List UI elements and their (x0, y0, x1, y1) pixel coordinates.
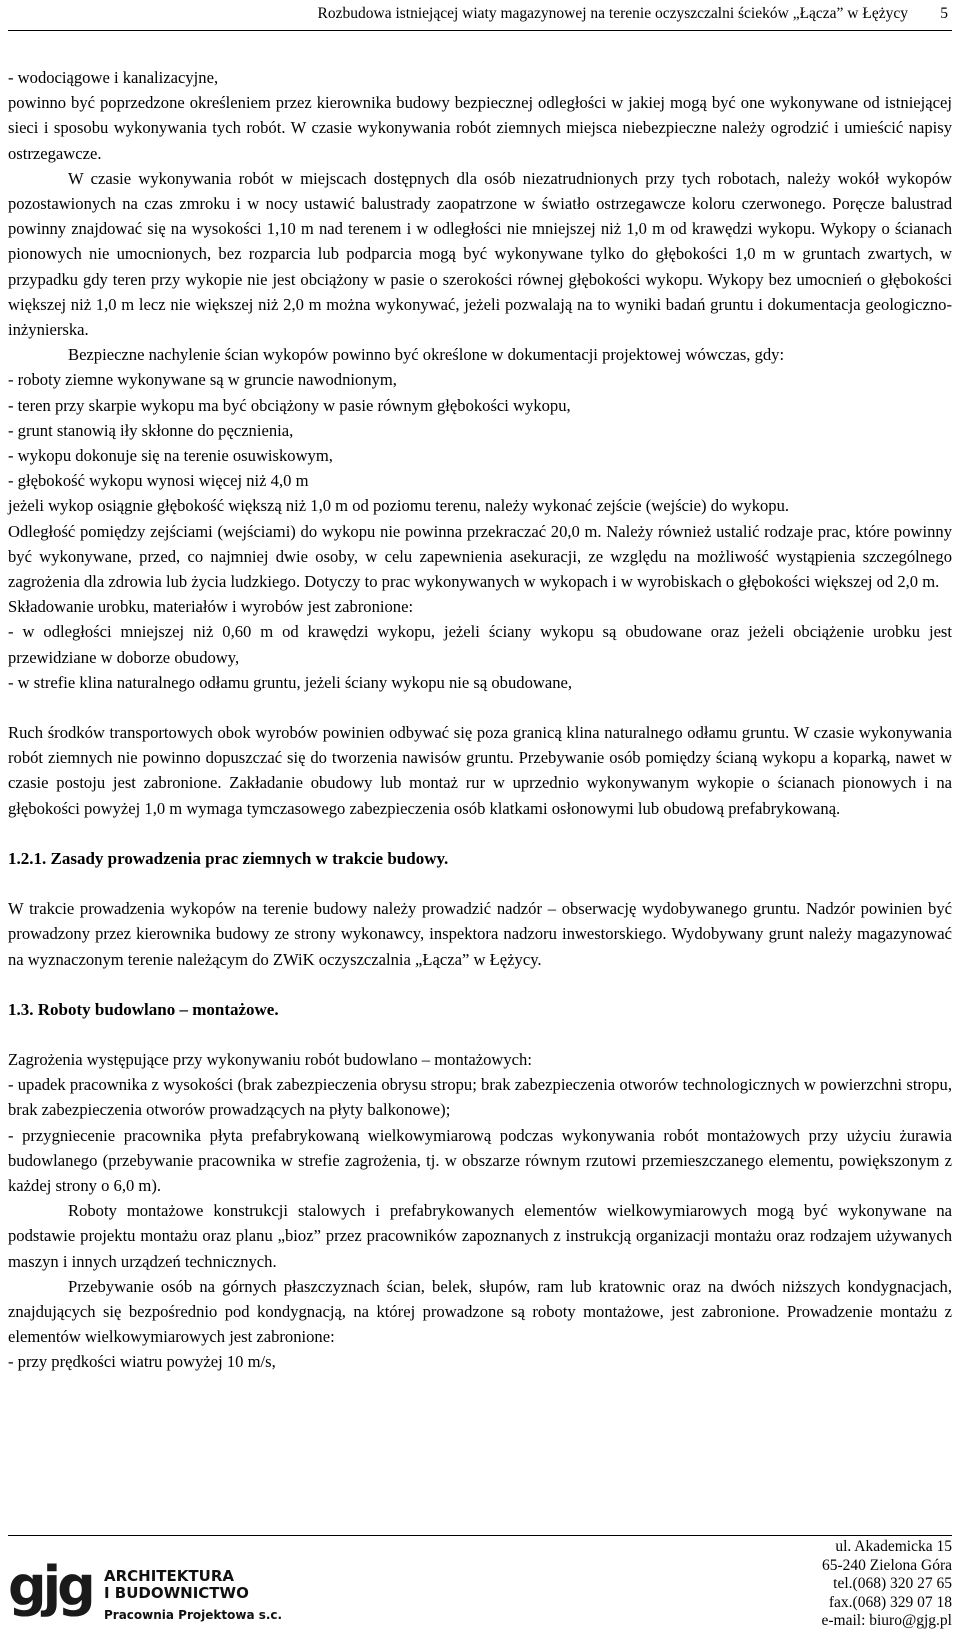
paragraph: W czasie wykonywania robót w miejscach dostępnych dla osób niezatrudnionych przy tych robotach, należy wokół wykopów pozostawionych na czas zmroku i w nocy ustawić balustrady zaopatrzone w światło ostrzegawcze koloru czerwonego. Poręcze balustrad powinny znajdować się na wysokości 1,10 m nad terenem i w odległości nie mniejszej niż 1,0 m od krawędzi wykopu. Wykopy o ścianach pionowych nie umocnionych, bez rozparcia lub podparcia mogą być wykonywane tylko do głębokości 1,0 m w gruntach zwartych, w przypadku gdy teren przy wykopie nie jest obciążony w pasie o szerokości równej głębokości wykopu. Wykopy bez umocnień o głębokości większej niż 1,0 m lecz nie większej niż 2,0 m można wykonywać, jeżeli pozwalają na to wyniki badań gruntu i dokumentacja geologiczno-inżynierska. (8, 168, 952, 340)
paragraph: Roboty montażowe konstrukcji stalowych i prefabrykowanych elementów wielkowymiarowych mogą być wykonywane na podstawie projektu montażu oraz planu „bioz” przez pracowników zapoznanych z instrukcją organizacji montażu oraz rodzajem używanych maszyn i innych urządzeń technicznych. (8, 1201, 952, 1271)
paragraph: W trakcie prowadzenia wykopów na terenie budowy należy prowadzić nadzór – obserwację wydobywanego gruntu. Nadzór powinien być prowadzony przez kierownika budowy ze strony wykonawcy, inspektora nadzoru inwestorskiego. Wydobywany grunt należy magazynować na wyznaczonym terenie należącym do ZWiK oczyszczalnia „Łącza” w Łężycy. (8, 899, 952, 969)
paragraph: Ruch środków transportowych obok wyrobów powinien odbywać się poza granicą klina naturalnego odłamu gruntu. W czasie wykonywania robót ziemnych nie powinno dopuszczać się do tworzenia nawisów gruntu. Przebywanie osób pomiędzy ścianą wykopu a koparką, nawet w czasie postoju jest zabronione. Zakładanie obudowy lub montaż rur w uprzednio wykonywanym wykopie o ścianach pionowych i na głębokości powyżej 1,0 m wymaga tymczasowego zabezpieczenia osób klatkami osłonowymi lub obudową prefabrykowaną. (8, 723, 952, 818)
page-header (8, 0, 952, 31)
paragraph: Przebywanie osób na górnych płaszczyznach ścian, belek, słupów, ram lub kratownic oraz na dwóch niższych kondygnacjach, znajdujących się bezpośrednio pod kondygnacją, na której prowadzone są roboty montażowe, jest zabronione. Prowadzenie montażu z elementów wielkowymiarowych jest zabronione: (8, 1276, 952, 1347)
list-item: - w odległości mniejszej niż 0,60 m od krawędzi wykopu, jeżeli ściany wykopu są obudowane oraz jeżeli obciążenie urobku jest przewidziane w doborze obudowy, (8, 622, 952, 667)
footer-divider (8, 1535, 952, 1536)
section-heading: 1.2.1. Zasady prowadzenia prac ziemnych w trakcie budowy. (8, 848, 449, 868)
list-item: - grunt stanowią iły skłonne do pęcznienia, (8, 420, 294, 440)
company-logo (8, 1555, 308, 1628)
address-email: e-mail: biuro@gjg.pl (821, 1612, 952, 1629)
address-street: ul. Akademicka 15 (835, 1538, 952, 1555)
address-phone: tel.(068) 320 27 65 (833, 1575, 952, 1592)
list-item: - teren przy skarpie wykopu ma być obciążony w pasie równym głębokości wykopu, (8, 395, 571, 415)
list-item: - przygniecenie pracownika płyta prefabrykowaną wielkowymiarową podczas wykonywania robót montażowych przy użyciu żurawia budowlanego (przebywanie pracownika w strefie zagrożenia, tj. w obszarze równym rzutowi przemieszczanego elementu, powiększonym z każdej strony o 6,0 m). (8, 1125, 952, 1195)
paragraph: Bezpieczne nachylenie ścian wykopów powinno być określone w dokumentacji projektowej wówczas, gdy: (68, 345, 785, 365)
document-title: Rozbudowa istniejącej wiaty magazynowej na terenie oczyszczalni ścieków „Łącza” w Łężycy (317, 5, 908, 22)
logo-line: ARCHITEKTURA (104, 1567, 234, 1585)
paragraph: powinno być poprzedzone określeniem przez kierownika budowy bezpiecznej odległości w jakiej mogą być one wykonywane od istniejącej sieci i sposobu wykonywania tych robót. W czasie wykonywania robót ziemnych miejsca niebezpieczne należy ogrodzić i umieścić napisy ostrzegawcze. (8, 93, 952, 163)
list-item: - głębokość wykopu wynosi więcej niż 4,0 m (8, 471, 309, 491)
page-number: 5 (940, 5, 948, 22)
list-item: - roboty ziemne wykonywane są w gruncie nawodnionym, (8, 370, 397, 390)
paragraph: jeżeli wykop osiągnie głębokość większą niż 1,0 m od poziomu terenu, należy wykonać zejście (wejście) do wykopu. (8, 496, 790, 516)
logo-subtitle: Pracownia Projektowa s.c. (104, 1608, 283, 1622)
paragraph: Składowanie urobku, materiałów i wyrobów jest zabronione: (8, 597, 414, 617)
address-fax: fax.(068) 329 07 18 (828, 1593, 952, 1611)
paragraph: - wodociągowe i kanalizacyjne, (8, 68, 219, 87)
company-address (821, 1538, 952, 1631)
list-item: - wykopu dokonuje się na terenie osuwiskowym, (8, 446, 333, 466)
list-item: - w strefie klina naturalnego odłamu gruntu, jeżeli ściany wykopu nie są obudowane, (8, 672, 573, 692)
paragraph: Odległość pomiędzy zejściami (wejściami) do wykopu nie powinna przekraczać 20,0 m. Należy również ustalić rodzaje prac, które powinny być wykonywane, przed, co najmniej dwie osoby, w celu zapewnienia asekuracji, ze względu na możliwość wystąpienia szczególnego zagrożenia dla zdrowia lub życia ludzkiego. Dotyczy to prac wykonywanych w wykopach i w wyrobiskach o głębokości większej od 2,0 m. (8, 521, 952, 592)
logo-mark: gjg (8, 1555, 92, 1618)
list-item: - upadek pracownika z wysokości (brak zabezpieczenia obrysu stropu; brak zabezpieczenia otworów technologicznych w powierzchni stropu, brak zabezpieczenia otworów prowadzących na płyty balkonowe); (8, 1075, 952, 1120)
document-body (8, 65, 952, 1375)
section-heading: 1.3. Roboty budowlano – montażowe. (8, 999, 279, 1019)
paragraph: Zagrożenia występujące przy wykonywaniu robót budowlano – montażowych: (8, 1049, 532, 1069)
address-city: 65-240 Zielona Góra (822, 1556, 952, 1574)
list-item: - przy prędkości wiatru powyżej 10 m/s, (8, 1352, 276, 1372)
logo-line: I BUDOWNICTWO (104, 1584, 249, 1602)
